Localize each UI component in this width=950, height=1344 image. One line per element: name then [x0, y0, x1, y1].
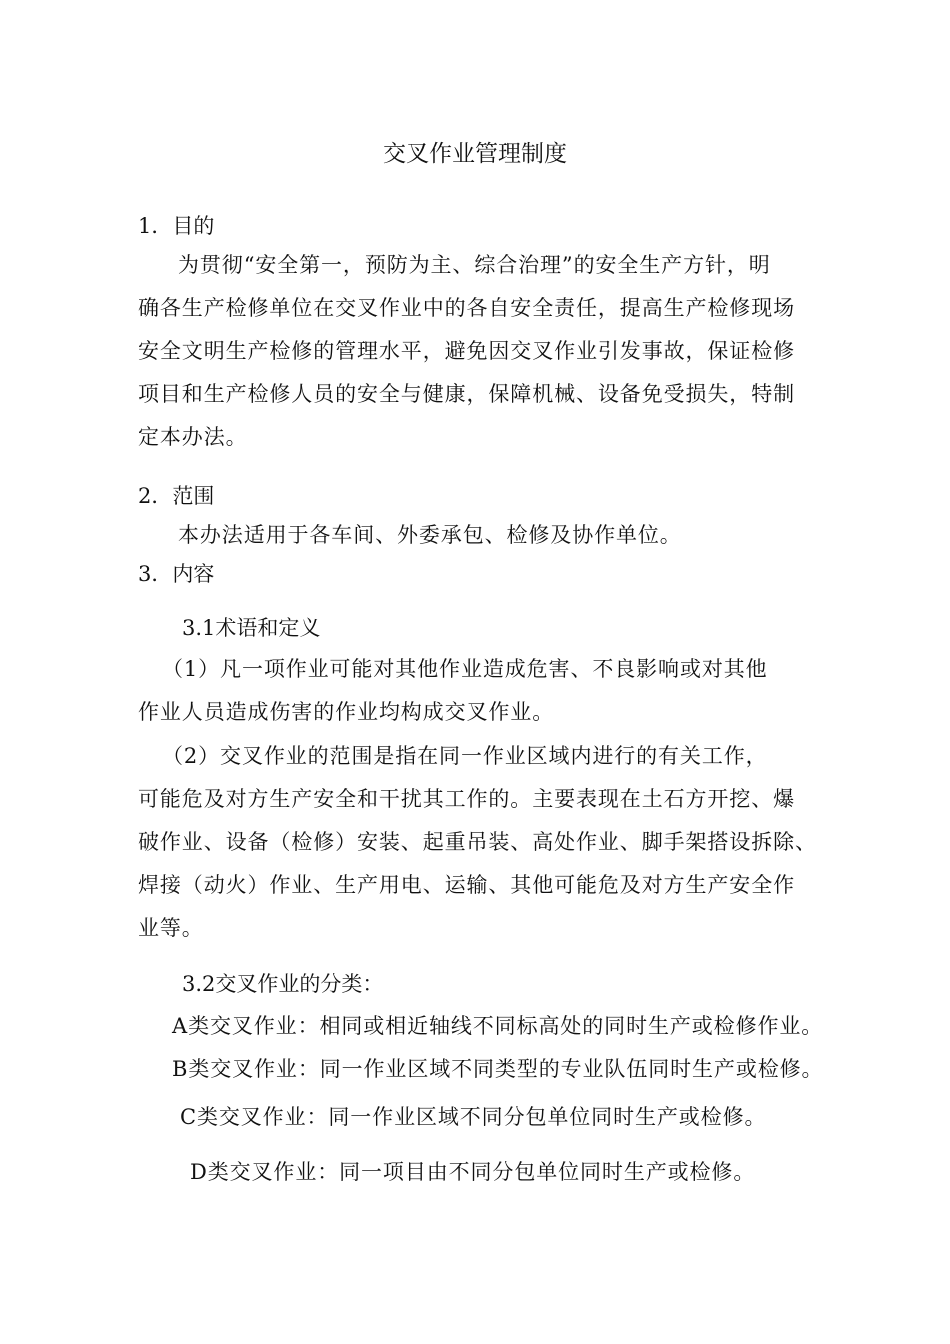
- document-title: 交叉作业管理制度: [383, 141, 567, 167]
- paragraph-line: 破作业、设备（检修）安装、起重吊装、高处作业、脚手架搭设拆除、: [138, 830, 817, 854]
- paragraph-line: 业等。: [138, 916, 204, 940]
- paragraph-line: 可能危及对方生产安全和干扰其工作的。主要表现在土石方开挖、爆: [138, 787, 795, 811]
- classification-item-b: B类交叉作业：同一作业区域不同类型的专业队伍同时生产或检修。: [172, 1057, 824, 1081]
- section-heading-scope: 2．范围: [138, 484, 215, 508]
- section-heading-purpose: 1．目的: [138, 214, 215, 238]
- paragraph-line: 本办法适用于各车间、外委承包、检修及协作单位。: [178, 523, 682, 547]
- section-heading-content: 3．内容: [138, 562, 215, 586]
- paragraph-line: 安全文明生产检修的管理水平，避免因交叉作业引发事故，保证检修: [138, 339, 795, 363]
- paragraph-line: 作业人员造成伤害的作业均构成交叉作业。: [138, 700, 555, 724]
- classification-item-a: A类交叉作业：相同或相近轴线不同标高处的同时生产或检修作业。: [172, 1014, 824, 1038]
- paragraph-line: 为贯彻“安全第一，预防为主、综合治理”的安全生产方针，明: [178, 253, 771, 277]
- paragraph-line: 项目和生产检修人员的安全与健康，保障机械、设备免受损失，特制: [138, 382, 795, 406]
- paragraph-line: 焊接（动火）作业、生产用电、运输、其他可能危及对方生产安全作: [138, 873, 795, 897]
- subsection-heading-classification: 3.2交叉作业的分类：: [182, 972, 384, 996]
- paragraph-line: （1）凡一项作业可能对其他作业造成危害、不良影响或对其他: [162, 657, 768, 681]
- classification-item-c: C类交叉作业：同一作业区域不同分包单位同时生产或检修。: [180, 1105, 767, 1129]
- paragraph-line: 定本办法。: [138, 425, 248, 449]
- subsection-heading-terms: 3.1术语和定义: [182, 616, 321, 640]
- paragraph-line: （2）交叉作业的范围是指在同一作业区域内进行的有关工作，: [162, 744, 768, 768]
- paragraph-line: 确各生产检修单位在交叉作业中的各自安全责任，提高生产检修现场: [138, 296, 795, 320]
- classification-item-d: D类交叉作业：同一项目由不同分包单位同时生产或检修。: [190, 1160, 756, 1184]
